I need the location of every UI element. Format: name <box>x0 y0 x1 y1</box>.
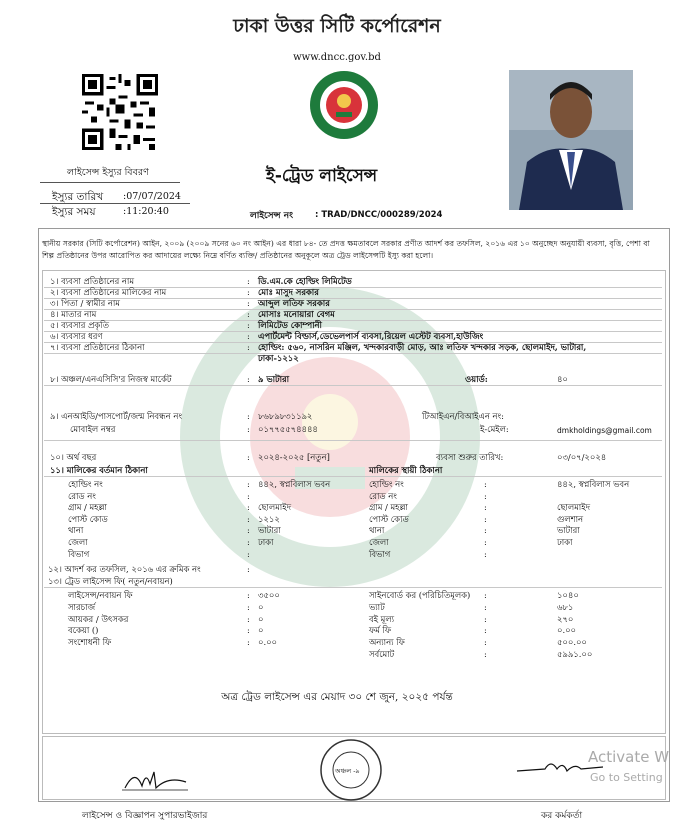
colon: : <box>247 564 250 574</box>
e-trade-heading: ই-ট্রেড লাইসেন্স <box>266 166 378 186</box>
divider <box>44 440 662 441</box>
colon: : <box>484 525 487 536</box>
colon: : <box>247 625 250 636</box>
fee-value: ০ <box>258 613 264 624</box>
field-value: ডি.এম.কে হোল্ডিং লিমিটেড <box>258 276 352 286</box>
nid-label: ৯। এনআইডি/পাসপোর্ট/জন্ম নিবন্ধন নং <box>50 411 182 421</box>
address-field-value: ৪৪২, স্বপ্নবিলাস ভবন <box>258 479 331 489</box>
mobile-label: মোবাইল নম্বর <box>70 424 116 434</box>
fee-label: লাইসেন্স/নবায়ন ফি <box>68 590 133 600</box>
issue-date-label: ইস্যুর তারিখ <box>52 191 104 203</box>
colon: : <box>247 424 250 434</box>
watermark-seal <box>175 282 485 592</box>
email-label: ই-মেইল: <box>480 424 509 434</box>
colon: : <box>247 601 250 612</box>
dncc-logo <box>309 70 379 140</box>
permanent-field-label: হোল্ডিং নং <box>369 479 404 489</box>
address-field-label: গ্রাম / মহল্লা <box>68 502 107 513</box>
field-label: ৬। ব্যবসার ধরণ <box>50 331 103 341</box>
colon: : <box>484 625 487 636</box>
issue-date-divider <box>40 203 190 204</box>
colon: : <box>247 513 250 524</box>
colon: : <box>484 649 487 659</box>
field-value: লিমিটেড কোম্পানী <box>258 320 322 330</box>
colon: : <box>247 411 250 421</box>
fee-value: ০.০০ <box>258 637 277 648</box>
fee-label-right: সর্বমোট <box>369 649 395 659</box>
divider <box>44 353 662 354</box>
colon: : <box>484 513 487 524</box>
colon: : <box>484 537 487 547</box>
license-no-label: লাইসেন্স নং <box>250 211 294 221</box>
fee-label: বকেয়া () <box>68 625 99 636</box>
field-value: মোঃ মাসুদ সরকার <box>258 287 319 297</box>
tin-label: টিআইএন/বিআইএন নং: <box>422 411 504 421</box>
fee-value: ০ <box>258 625 264 636</box>
colon: : <box>247 637 250 648</box>
colon: : <box>247 613 250 624</box>
field-value: হোল্ডিং: ৫৬০, নাসরিন মঞ্জিল, খন্দকারবাড়ী মোড়, আঃ লতিফ খন্দকার সড়ক, ছোলমাইদ, ভাটারা, <box>258 342 587 352</box>
fee-label: সারচার্জ <box>68 601 96 612</box>
fee-label-right: ভ্যাট <box>369 601 385 612</box>
colon: : <box>247 342 250 352</box>
activate-windows-subtitle: Go to Setting <box>590 771 663 784</box>
fees-label: ১৩। ট্রেড লাইসেন্স ফি( নতুন/নবায়ন) <box>48 576 173 586</box>
colon: : <box>484 479 487 489</box>
colon: : <box>247 287 250 297</box>
colon: : <box>247 490 250 501</box>
fee-value-right: ১০৪০ <box>557 590 579 600</box>
mobile-value: ০১৭৭৫৫৭৪৪৪৪ <box>258 424 318 434</box>
address-field-label: রোড নং <box>68 490 96 501</box>
divider <box>44 476 662 477</box>
issue-date: :07/07/2024 <box>123 191 181 202</box>
divider <box>44 309 662 310</box>
permanent-field-value: ৪৪২, স্বপ্নবিলাস ভবন <box>557 479 630 489</box>
colon: : <box>247 452 250 462</box>
owner-photo <box>509 70 633 210</box>
ward-label: ওয়ার্ড: <box>465 374 488 384</box>
fee-label-right: বই মূল্য <box>369 613 394 624</box>
address-field-label: বিভাগ <box>68 548 90 559</box>
page-title: ঢাকা উত্তর সিটি কর্পোরেশন <box>233 15 441 37</box>
permanent-field-label: রোড নং <box>369 490 397 501</box>
field-label: ৮। অঞ্চল/এনএসিসি'র নিজস্ব মার্কেট <box>50 374 172 384</box>
address-field-value: ঢাকা <box>258 537 274 547</box>
fee-label: আয়কর / উৎসকর <box>68 613 129 624</box>
issue-time: :11:20:40 <box>123 206 169 217</box>
divider <box>44 320 662 321</box>
permanent-field-value: ঢাকা <box>557 537 573 547</box>
address-field-value: ভাটারা <box>258 525 281 536</box>
address-field-label: থানা <box>68 525 84 536</box>
ward-value: ৪০ <box>557 374 568 384</box>
colon: : <box>484 548 487 559</box>
colon: : <box>247 276 250 286</box>
activate-windows-title: Activate W <box>588 748 670 766</box>
colon: : <box>247 309 250 319</box>
start-date: ০৩/০৭/২০২৪ <box>557 452 607 462</box>
issue-info-label: লাইসেন্স ইস্যুর বিবরণ <box>67 167 149 178</box>
field-label: ৫। ব্যবসার প্রকৃতি <box>50 320 109 330</box>
license-number: : TRAD/DNCC/000289/2024 <box>315 210 443 220</box>
fee-label-right: সাইনবোর্ড কর (পরিচিতিমূলক) <box>369 590 471 600</box>
start-date-label: ব্যবসা শুরুর তারিখ: <box>436 452 504 462</box>
tax-schedule-label: ১২। আদর্শ কর তফসিল, ২০১৬ এর ক্রমিক নং <box>48 564 201 574</box>
permanent-field-label: থানা <box>369 525 385 536</box>
address-field-value: ছোলমাইদ <box>258 502 291 513</box>
field-value: এপার্টমেন্ট বিল্ডার্স,ডেভেলপার্স ব্যবসা,রিয়েল এস্টেট ব্যবসা,হাউজিং <box>258 331 484 341</box>
fiscal-year: ২০২৪-২০২৫ [নতুন] <box>258 452 330 462</box>
fiscal-year-label: ১০। অর্থ বছর <box>50 452 97 462</box>
fee-value: ০ <box>258 601 264 612</box>
divider <box>44 587 662 588</box>
fee-label: সংশোধনী ফি <box>68 637 112 648</box>
field-value: ৯ ভাটারা <box>258 374 290 384</box>
field-value-line2: ঢাকা-১২১২ <box>258 353 299 363</box>
colon: : <box>247 374 250 384</box>
field-label: ৪। মাতার নাম <box>50 309 97 319</box>
address-field-label: জেলা <box>68 537 88 547</box>
fee-value-right: ৬৮১ <box>557 601 574 612</box>
permanent-field-label: পোস্ট কোড <box>369 513 409 524</box>
supervisor-label: লাইসেন্স ও বিজ্ঞাপন সুপারভাইজার <box>82 811 208 821</box>
colon: : <box>247 298 250 308</box>
permanent-address-label: মালিকের স্থায়ী ঠিকানা <box>369 465 443 475</box>
colon: : <box>247 525 250 536</box>
permanent-field-label: গ্রাম / মহল্লা <box>369 502 408 513</box>
colon: : <box>247 502 250 513</box>
divider <box>44 298 662 299</box>
website-link[interactable]: www.dncc.gov.bd <box>293 52 381 63</box>
supervisor-signature <box>120 766 190 796</box>
fee-label-right: অন্যান্য ফি <box>369 637 405 648</box>
address-field-label: হোল্ডিং নং <box>68 479 103 489</box>
nid-value: ৮৬৮৯৮৩১১৯২ <box>258 411 313 421</box>
colon: : <box>484 590 487 600</box>
permanent-field-value: গুলশান <box>557 513 584 524</box>
address-field-value: ১২১২ <box>258 513 280 524</box>
validity-note: অত্র ট্রেড লাইসেন্স এর মেয়াদ ৩০ শে জুন, ২০২৫ পর্যন্ত <box>221 691 453 703</box>
permanent-field-label: জেলা <box>369 537 389 547</box>
intro-paragraph: স্থানীয় সরকার (সিটি কর্পোরেশন) আইন, ২০০৯ (২০০৯ সনের ৬০ নং আইন) এর ধারা ৮৪- তে প্রদত্ত ক্ষমতাবলে সরকার প্রণীত আদর্শ কর তফসিল, ২০১৬ এর ১০ অনুচ্ছেদ অনুযায়ী ব্যবসা, বৃত্তি, পেশা বা শিল্প প্রতিষ্ঠানের উপর আরোপিত কর আদায়ের লক্ষ্যে নিম্নে বর্ণিত ব্যক্তি/ প্রতিষ্ঠানের অনুকূলে অত্র ট্রেড লাইসেন্সটি ইস্যু করা হলো। <box>42 239 650 260</box>
colon: : <box>247 320 250 330</box>
colon: : <box>484 613 487 624</box>
qr-code <box>82 74 158 150</box>
field-label: ৭। ব্যবসা প্রতিষ্ঠানের ঠিকানা <box>50 342 145 352</box>
field-label: ৩। পিতা / স্বামীর নাম <box>50 298 120 308</box>
colon: : <box>484 637 487 648</box>
issue-info-divider <box>40 182 180 183</box>
colon: : <box>484 502 487 513</box>
fee-value-right: ৫৯৯১.০০ <box>557 649 593 659</box>
fee-value-right: ০.০০ <box>557 625 576 636</box>
colon: : <box>484 490 487 501</box>
colon: : <box>247 331 250 341</box>
fee-value-right: ২৭০ <box>557 613 574 624</box>
colon: : <box>247 537 250 547</box>
permanent-field-label: বিভাগ <box>369 548 391 559</box>
divider <box>44 385 662 386</box>
email-value: dmkholdings@gmail.com <box>557 426 652 435</box>
issue-time-label: ইস্যুর সময় <box>52 206 96 218</box>
permanent-field-value: ভাটারা <box>557 525 580 536</box>
colon: : <box>247 548 250 559</box>
fee-label-right: ফর্ম ফি <box>369 625 391 636</box>
colon: : <box>247 590 250 600</box>
fee-value-right: ৫০০.০০ <box>557 637 587 648</box>
fee-value: ৩৫০০ <box>258 590 280 600</box>
permanent-field-value: ছোলমাইদ <box>557 502 590 513</box>
stamp-zone: অঞ্চল -৯ <box>335 767 360 775</box>
colon: : <box>247 479 250 489</box>
colon: : <box>484 601 487 612</box>
current-address-label: ১১। মালিকের বর্তমান ঠিকানা <box>50 465 148 475</box>
tax-officer-label: কর কর্মকর্তা <box>541 811 583 821</box>
field-value: মোসাঃ মনোয়ারা বেগম <box>258 309 335 319</box>
address-field-label: পোস্ট কোড <box>68 513 108 524</box>
field-value: আব্দুল লতিফ সরকার <box>258 298 330 308</box>
field-label: ২। ব্যবসা প্রতিষ্ঠানের মালিকের নাম <box>50 287 167 297</box>
field-label: ১। ব্যবসা প্রতিষ্ঠানের নাম <box>50 276 134 286</box>
